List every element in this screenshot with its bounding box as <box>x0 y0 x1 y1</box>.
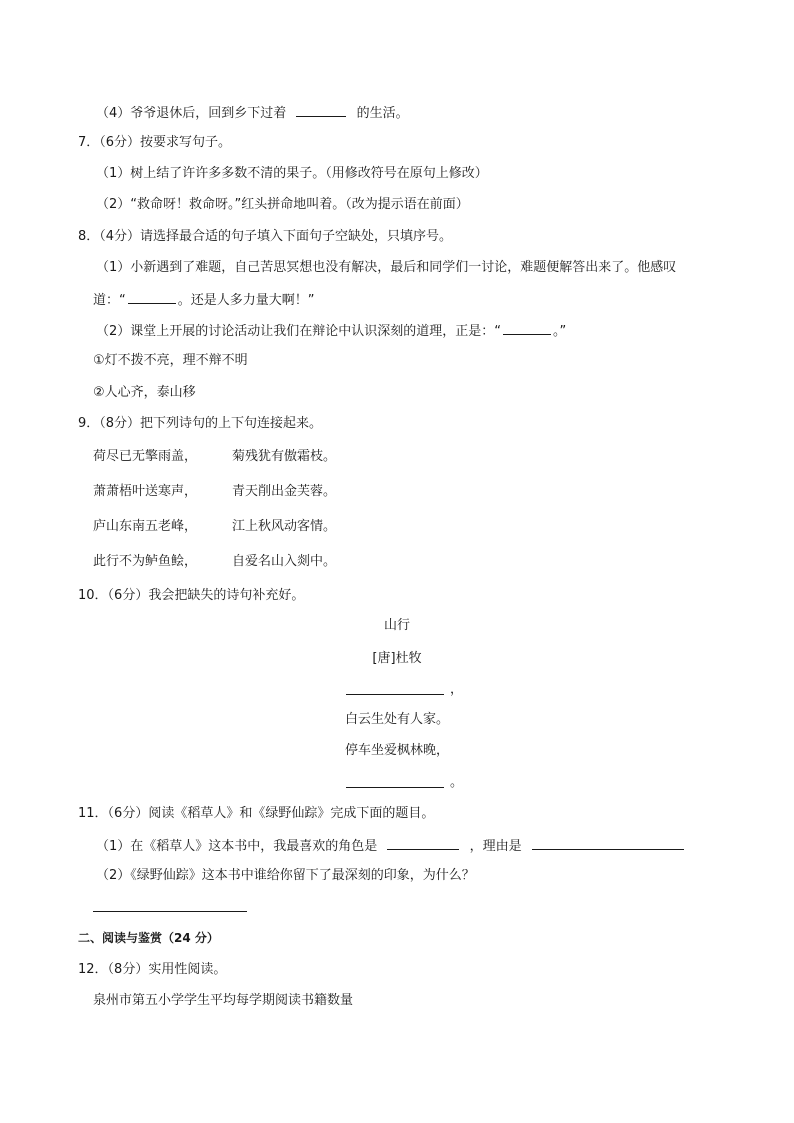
q11-item-1: （1）在《稻草人》这本书中，我最喜欢的角色是 ，理由是 <box>96 837 686 855</box>
q12-subtitle: 泉州市第五小学学生平均每学期阅读书籍数量 <box>93 993 354 1008</box>
poem-line-4-period: 。 <box>450 775 464 790</box>
poem-line-2: 白云生处有人家。 <box>344 712 449 727</box>
q9-title: 9．（8分）把下列诗句的上下句连接起来。 <box>78 416 323 431</box>
q8-item-2: （2）课堂上开展的讨论活动让我们在辩论中认识深刻的道理，正是：“ 。” <box>96 324 567 339</box>
q7-item-2: （2）“救命呀！救命呀。”红头拼命地叫着。（改为提示语在前面） <box>96 197 469 212</box>
answer-blank[interactable] <box>387 837 459 850</box>
q9-right-line[interactable]: 菊残犹有傲霜枝。 <box>232 449 337 464</box>
poem-author: [唐]杜牧 <box>372 651 422 666</box>
q9-right-line[interactable]: 自爱名山入剡中。 <box>232 554 337 569</box>
q8-title: 8．（4分）请选择最合适的句子填入下面句子空缺处，只填序号。 <box>78 229 453 244</box>
q8-option-1: ①灯不拨不亮，理不辩不明 <box>93 353 248 368</box>
q8-item-1b: 道：“ 。还是人多力量大啊！” <box>93 293 315 308</box>
q7-item-1: （1）树上结了许许多多数不清的果子。（用修改符号在原句上修改） <box>96 166 488 181</box>
q9-left-line[interactable]: 萧萧梧叶送寒声， <box>93 484 198 499</box>
q9-left-line[interactable]: 此行不为鲈鱼鲙， <box>93 554 198 569</box>
q11-title: 11．（6分）阅读《稻草人》和《绿野仙踪》完成下面的题目。 <box>78 806 435 821</box>
q9-left-line[interactable]: 庐山东南五老峰， <box>93 519 198 534</box>
q8-item-1a: （1）小新遇到了难题，自己苦思冥想也没有解决，最后和同学们一讨论，难题便解答出来了。他感叹 <box>96 260 677 275</box>
q8-option-2: ②人心齐，泰山移 <box>93 385 196 400</box>
q12-title: 12．（8分）实用性阅读。 <box>78 962 227 977</box>
answer-blank[interactable] <box>346 787 444 788</box>
q9-right-line[interactable]: 江上秋风动客情。 <box>232 519 337 534</box>
q7-title: 7．（6分）按要求写句子。 <box>78 135 232 150</box>
poem-line-1-comma: ， <box>450 682 464 697</box>
q11-item-2: （2）《绿野仙踪》这本书中谁给你留下了最深刻的印象，为什么？ <box>96 868 475 883</box>
poem-title: 山行 <box>383 618 410 633</box>
q9-left-line[interactable]: 荷尽已无擎雨盖， <box>93 449 198 464</box>
q10-title: 10．（6分）我会把缺失的诗句补充好。 <box>78 588 305 603</box>
answer-blank[interactable] <box>532 837 684 850</box>
answer-blank[interactable] <box>503 322 551 335</box>
answer-blank[interactable] <box>296 104 346 117</box>
q9-right-line[interactable]: 青天削出金芙蓉。 <box>232 484 337 499</box>
poem-line-3: 停车坐爱枫林晚， <box>344 743 449 758</box>
answer-blank[interactable] <box>93 911 247 912</box>
answer-blank[interactable] <box>128 291 176 304</box>
q6-item-4: （4）爷爷退休后，回到乡下过着 的生活。 <box>96 106 409 121</box>
section-heading: 二、阅读与鉴赏（24 分） <box>78 931 219 945</box>
answer-blank[interactable] <box>346 694 444 695</box>
